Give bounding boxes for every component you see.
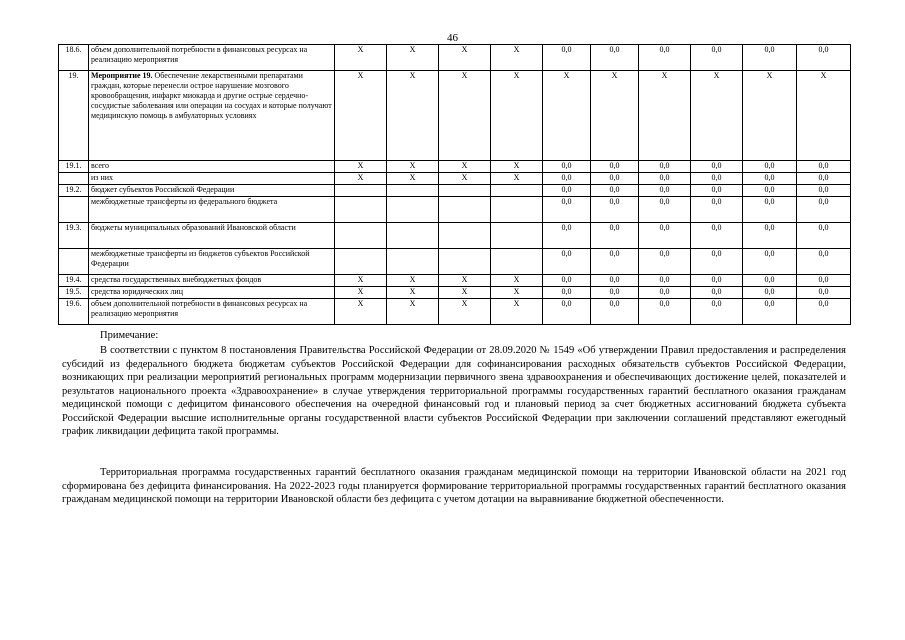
mark-cell [491,223,543,249]
value-cell: 0,0 [797,299,851,325]
value-cell: 0,0 [797,161,851,173]
value-cell: 0,0 [691,299,743,325]
mark-cell: X [335,161,387,173]
measure-heading: Мероприятие 19. [91,71,153,80]
value-cell: 0,0 [543,275,591,287]
value-cell: X [797,71,851,161]
mark-cell [439,223,491,249]
mark-cell [439,249,491,275]
note-title: Примечание: [100,330,159,341]
value-cell: 0,0 [743,173,797,185]
value-cell: 0,0 [691,185,743,197]
value-cell: 0,0 [543,197,591,223]
mark-cell [491,249,543,275]
value-cell: 0,0 [639,161,691,173]
row-description: межбюджетные трансферты из федерального бюджета [89,197,335,223]
value-cell: 0,0 [743,185,797,197]
value-cell: 0,0 [591,275,639,287]
value-cell: 0,0 [797,223,851,249]
value-cell: 0,0 [543,173,591,185]
value-cell: 0,0 [591,45,639,71]
table-row [59,161,851,173]
page-number: 46 [447,32,458,44]
table-row [59,287,851,299]
value-cell: 0,0 [543,45,591,71]
mark-cell [335,197,387,223]
value-cell: 0,0 [543,161,591,173]
row-number: 19.3. [59,223,89,249]
mark-cell: X [439,299,491,325]
table-body [59,45,851,325]
row-description: объем дополнительной потребности в финансовых ресурсах на реализацию мероприятия [89,45,335,71]
note-paragraph-2: Территориальная программа государственных гарантий бесплатного оказания гражданам медицинской помощи на территории Ивановской области на 2021 год сформирована без дефицита финансирования. На 2022-2023 годы планируется формирование территориальной программы государственных гарантий бесплатного оказания гражданам медицинской помощи на территории Ивановской области без дефицита с учетом дотации на выравнивание бюджетной обеспеченности. [62,467,846,505]
row-number: 19. [59,71,89,161]
value-cell: 0,0 [797,185,851,197]
mark-cell: X [387,161,439,173]
value-cell: 0,0 [691,197,743,223]
value-cell: 0,0 [543,299,591,325]
row-number: 19.1. [59,161,89,173]
value-cell: 0,0 [691,249,743,275]
mark-cell: X [335,287,387,299]
value-cell: 0,0 [639,275,691,287]
table-row [59,197,851,223]
value-cell: 0,0 [591,161,639,173]
value-cell: X [743,71,797,161]
mark-cell: X [491,161,543,173]
value-cell: 0,0 [639,249,691,275]
value-cell: 0,0 [691,223,743,249]
value-cell: 0,0 [591,185,639,197]
mark-cell: X [387,275,439,287]
row-number: 19.2. [59,185,89,197]
value-cell: 0,0 [691,45,743,71]
mark-cell: X [491,287,543,299]
mark-cell: X [387,173,439,185]
value-cell: 0,0 [591,223,639,249]
row-number [59,197,89,223]
mark-cell: X [439,71,491,161]
table-row [59,71,851,161]
row-number: 19.5. [59,287,89,299]
row-number: 18.6. [59,45,89,71]
mark-cell [387,249,439,275]
value-cell: 0,0 [743,287,797,299]
value-cell: 0,0 [743,45,797,71]
value-cell: 0,0 [797,249,851,275]
row-description: из них [89,173,335,185]
table-row [59,249,851,275]
mark-cell [335,185,387,197]
value-cell: 0,0 [743,299,797,325]
value-cell: 0,0 [691,161,743,173]
value-cell: 0,0 [591,299,639,325]
value-cell: 0,0 [639,287,691,299]
mark-cell: X [335,45,387,71]
mark-cell: X [387,45,439,71]
mark-cell: X [491,173,543,185]
value-cell: 0,0 [543,223,591,249]
mark-cell [491,197,543,223]
value-cell: 0,0 [639,45,691,71]
value-cell: 0,0 [543,249,591,275]
mark-cell: X [335,299,387,325]
value-cell: 0,0 [743,249,797,275]
mark-cell: X [439,173,491,185]
value-cell: 0,0 [743,275,797,287]
row-description: средства государственных внебюджетных фондов [89,275,335,287]
table-row [59,45,851,71]
row-number [59,173,89,185]
mark-cell [387,197,439,223]
row-number: 19.4. [59,275,89,287]
row-number [59,249,89,275]
value-cell: 0,0 [639,299,691,325]
value-cell: 0,0 [797,173,851,185]
mark-cell: X [335,71,387,161]
value-cell: 0,0 [543,185,591,197]
mark-cell: X [335,275,387,287]
mark-cell: X [491,299,543,325]
value-cell: 0,0 [639,197,691,223]
value-cell: 0,0 [591,173,639,185]
measure-text: Обеспечение лекарственными препаратами граждан, которые перенесли острое нарушение мозгового кровообращения, инфаркт миокарда и другие острые сердечно-сосудистые заболевания или операции на сосудах и которые получают медицинскую помощь в амбулаторных условиях [91,71,332,120]
value-cell: 0,0 [691,173,743,185]
mark-cell [439,185,491,197]
mark-cell: X [439,45,491,71]
value-cell: 0,0 [691,275,743,287]
value-cell: 0,0 [797,275,851,287]
mark-cell [387,185,439,197]
mark-cell: X [491,71,543,161]
mark-cell: X [387,287,439,299]
value-cell: 0,0 [639,223,691,249]
mark-cell [387,223,439,249]
row-description: всего [89,161,335,173]
mark-cell: X [491,275,543,287]
value-cell: X [543,71,591,161]
value-cell: X [639,71,691,161]
mark-cell: X [491,45,543,71]
mark-cell [335,223,387,249]
mark-cell [439,197,491,223]
value-cell: 0,0 [591,287,639,299]
table-row [59,275,851,287]
value-cell: X [691,71,743,161]
value-cell: 0,0 [639,173,691,185]
value-cell: 0,0 [691,287,743,299]
table-row [59,185,851,197]
value-cell: 0,0 [743,197,797,223]
value-cell: X [591,71,639,161]
row-description: средства юридических лиц [89,287,335,299]
mark-cell: X [439,287,491,299]
mark-cell: X [387,299,439,325]
mark-cell [335,249,387,275]
mark-cell [491,185,543,197]
row-description: бюджеты муниципальных образований Ивановской области [89,223,335,249]
table-row [59,173,851,185]
row-description: бюджет субъектов Российской Федерации [89,185,335,197]
row-number: 19.6. [59,299,89,325]
value-cell: 0,0 [639,185,691,197]
note-paragraph-1: В соответствии с пунктом 8 постановления Правительства Российской Федерации от 28.09.2020 № 1549 «Об утверждении Правил предоставления и распределения субсидий из федерального бюджета бюджетам субъектов Российской Федерации для софинансирования расходных обязательств субъектов Российской Федерации, возникающих при реализации мероприятий региональных программ модернизации первичного звена здравоохранения и обеспечивающих достижение целей, показателей и результатов национального проекта «Здравоохранение» в случае утверждения территориальной программы государственных гарантий бесплатного оказания гражданам медицинской помощи с дефицитом финансового обеспечения на очередной финансовый год и плановый период за счет бюджетных ассигнований бюджета субъекта Российской Федерации высшие исполнительные органы государственной власти субъектов Российской Федерации при заключении соглашений представляют ежегодный график ликвидации дефицита такой программы. [62,345,846,437]
row-description [89,71,335,161]
mark-cell: X [335,173,387,185]
budget-table [58,44,851,325]
value-cell: 0,0 [797,287,851,299]
value-cell: 0,0 [797,45,851,71]
value-cell: 0,0 [743,223,797,249]
table-row [59,223,851,249]
table-row [59,299,851,325]
row-description: объем дополнительной потребности в финансовых ресурсах на реализацию мероприятия [89,299,335,325]
row-description: межбюджетные трансферты из бюджетов субъектов Российской Федерации [89,249,335,275]
value-cell: 0,0 [591,197,639,223]
value-cell: 0,0 [797,197,851,223]
mark-cell: X [439,275,491,287]
value-cell: 0,0 [543,287,591,299]
mark-cell: X [439,161,491,173]
value-cell: 0,0 [743,161,797,173]
value-cell: 0,0 [591,249,639,275]
mark-cell: X [387,71,439,161]
